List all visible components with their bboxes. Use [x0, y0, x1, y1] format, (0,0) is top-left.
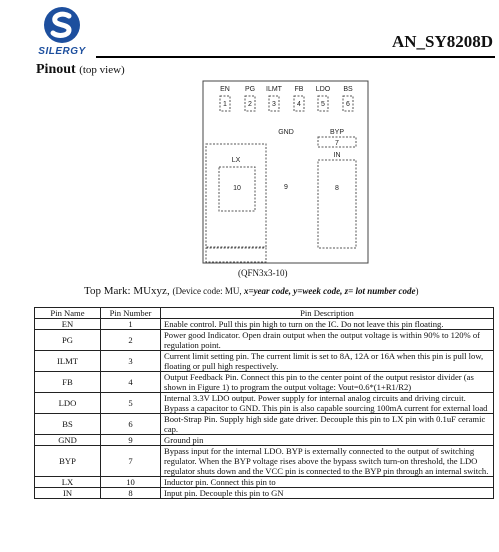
pin-number-cell: 7 [101, 446, 161, 477]
pin-name-cell: EN [35, 319, 101, 330]
pin-fb [294, 86, 304, 111]
table-row [35, 393, 494, 414]
top-mark-note-codes: x=year code, y=week code, z= lot number code [243, 286, 416, 296]
top-mark-note-prefix: (Device code: MU, [172, 286, 244, 296]
header-pin-name: Pin Name [35, 308, 101, 319]
pin-gnd [278, 129, 294, 191]
pin-description-table [34, 307, 494, 499]
pin-name-cell: LX [35, 477, 101, 488]
pin-en [220, 86, 230, 111]
pin-number-cell: 2 [101, 330, 161, 351]
pin-in [318, 152, 356, 248]
pin-number-cell: 5 [101, 393, 161, 414]
top-mark-note-suffix: ) [415, 286, 419, 296]
pin-en-name: EN [220, 86, 230, 93]
pin-description-cell: Output Feedback Pin. Connect this pin to the center point of the output resistor divider (as shown in Figure 1) to program the output voltage: Vout=0.6*(1+R1/R2) [161, 372, 494, 393]
table-row [35, 477, 494, 488]
pin-name-cell: ILMT [35, 351, 101, 372]
pin-description-cell: Internal 3.3V LDO output. Power supply for internal analog circuits and driving circuit. Bypass a capacitor to GND. This pin is also capable sourcing 100mA current for external load [161, 393, 494, 414]
pin-pg-name: PG [244, 86, 256, 93]
pin-name-cell: IN [35, 488, 101, 499]
pin-description-cell: Enable control. Pull this pin high to turn on the IC. Do not leave this pin floating. [161, 319, 494, 330]
pin-number-cell: 1 [101, 319, 161, 330]
top-mark [84, 285, 419, 297]
brand-name: SILERGY [38, 46, 86, 57]
document-id: AN_SY8208D [391, 32, 493, 51]
pin-pg-number: 2 [248, 101, 252, 108]
header-pin-number: Pin Number [101, 308, 161, 319]
table-row [35, 435, 494, 446]
pin-number-cell: 6 [101, 414, 161, 435]
pin-gnd-label: GND [278, 129, 294, 136]
pin-in-pad [318, 160, 356, 248]
pin-lx-label: LX [231, 157, 241, 164]
pin-en-number: 1 [223, 101, 227, 108]
pin-byp-label: BYP [329, 129, 345, 136]
pin-description-cell: Input pin. Decouple this pin to GN [161, 488, 494, 499]
table-row [35, 372, 494, 393]
pin-ldo [316, 86, 331, 111]
top-mark-label: Top Mark: MUxyz, [84, 285, 170, 297]
pin-ilmt [266, 86, 283, 111]
section-subtitle: (top view) [79, 64, 125, 76]
pin-bs-name: BS [343, 86, 353, 93]
pin-byp [318, 129, 356, 147]
pin-in-label: IN [333, 152, 341, 159]
pin-description-cell: Boot-Strap Pin. Supply high side gate driver. Decouple this pin to LX pin with 0.1uF ceramic cap. [161, 414, 494, 435]
table-row [35, 319, 494, 330]
table-row [35, 330, 494, 351]
table-row [35, 351, 494, 372]
pin-description-cell: Bypass input for the internal LDO. BYP is externally connected to the output of switching regulator. When the BYP voltage rises above the bypass switch turn-on threshold, the LDO regulator shuts down and the VCC pin is connected to the BYP pin through an internal switch. [161, 446, 494, 477]
pin-description-cell: Power good Indicator. Open drain output when the output voltage is within 90% to 120% of regulation point. [161, 330, 494, 351]
pin-pg [245, 86, 255, 111]
pin-byp-number: 7 [335, 140, 339, 147]
table-header-row [35, 308, 494, 319]
pin-in-number: 8 [335, 185, 339, 192]
pin-number-cell: 10 [101, 477, 161, 488]
pin-name-cell: FB [35, 372, 101, 393]
pin-name-cell: GND [35, 435, 101, 446]
pin-ldo-number: 5 [321, 101, 325, 108]
pin-name-cell: LDO [35, 393, 101, 414]
lx-lower-pad [206, 248, 266, 262]
pin-number-cell: 8 [101, 488, 161, 499]
pin-number-cell: 4 [101, 372, 161, 393]
pin-description-cell: Current limit setting pin. The current limit is set to 8A, 12A or 16A when this pin is pull low, floating or pull high respectively. [161, 351, 494, 372]
pin-description-cell: Inductor pin. Connect this pin to [161, 477, 494, 488]
package-outline [203, 81, 368, 263]
top-mark-note [172, 286, 418, 296]
pin-ldo-name: LDO [315, 86, 331, 93]
pin-name-cell: BS [35, 414, 101, 435]
pin-ilmt-number: 3 [272, 101, 276, 108]
table-row [35, 414, 494, 435]
header-pin-description: Pin Description [161, 308, 494, 319]
section-title-text: Pinout [36, 62, 76, 77]
pin-gnd-number: 9 [284, 184, 288, 191]
pin-description-cell: Ground pin [161, 435, 494, 446]
pin-bs [343, 86, 353, 111]
pin-lx-number: 10 [233, 185, 241, 192]
table-row [35, 446, 494, 477]
pin-number-cell: 9 [101, 435, 161, 446]
pin-fb-name: FB [294, 86, 304, 93]
pin-fb-number: 4 [297, 101, 301, 108]
table-row [35, 488, 494, 499]
pin-bs-number: 6 [346, 101, 350, 108]
pin-ilmt-name: ILMT [266, 86, 282, 93]
pin-number-cell: 3 [101, 351, 161, 372]
package-caption: (QFN3x3-10) [238, 268, 288, 278]
pin-name-cell: BYP [35, 446, 101, 477]
top-pins [220, 86, 353, 111]
pin-lx [206, 144, 266, 262]
pin-name-cell: PG [35, 330, 101, 351]
